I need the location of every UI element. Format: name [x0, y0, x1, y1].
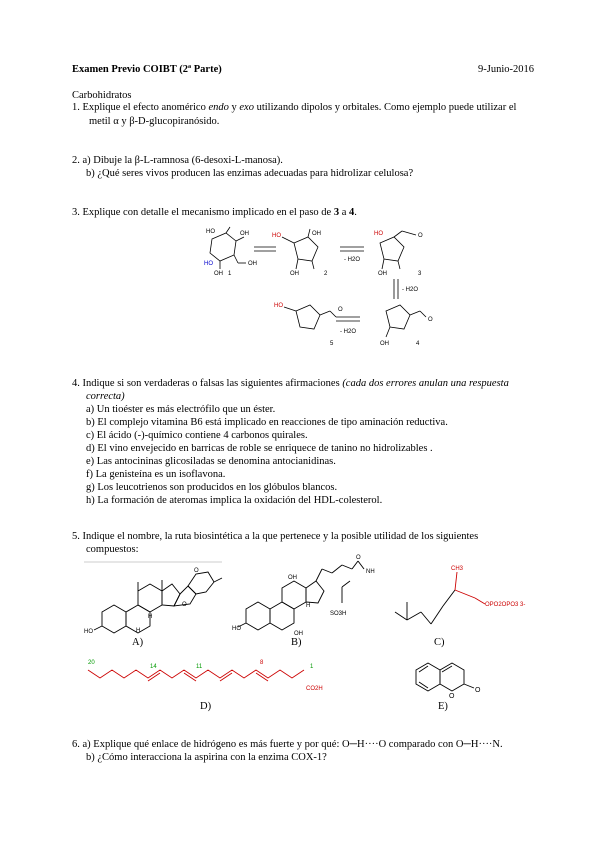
structure-a	[84, 560, 224, 645]
c4-o: O	[428, 317, 433, 323]
question-1-line1	[72, 101, 516, 114]
b-nh: NH	[366, 569, 375, 575]
c3-ho: HO	[374, 231, 383, 237]
q4-intro-text: 4. Indique si son verdaderas o falsas las siguientes afirmaciones	[72, 378, 343, 389]
reaction-scheme	[190, 225, 440, 355]
c2-oh2: OH	[290, 271, 299, 277]
question-6a: 6. a) Explique qué enlace de hidrógeno es más fuerte y por qué: O─H····O comparado con O─H····N.	[72, 739, 503, 750]
a-h2: H	[136, 628, 141, 634]
q3-compound-3: 3	[333, 207, 340, 218]
a-o1: O	[182, 602, 187, 608]
exam-date: 9-Junio-2016	[478, 64, 534, 75]
c3-number: 3	[418, 271, 422, 277]
q4-item-g: g) Los leucotrienos son producidos en los glóbulos blancos.	[86, 482, 338, 493]
q3-text-a: 3. Explique con detalle el mecanismo implicado en el paso de	[72, 207, 334, 218]
b-oh2: OH	[294, 631, 303, 637]
q3-text-b: a	[339, 207, 350, 218]
c4-oh: OH	[380, 341, 389, 347]
q1-text-b: y	[228, 102, 240, 113]
c2-oh: OH	[312, 231, 321, 237]
d-num-8: 8	[260, 660, 264, 666]
c5-number: 5	[330, 341, 334, 347]
q4-item-d: d) El vino envejecido en barricas de roble se enriquece de tanino no hidrolizables .	[86, 443, 433, 454]
label-e: E)	[438, 701, 448, 712]
q4-item-c: c) El ácido (-)-químico contiene 4 carbonos quirales.	[86, 430, 308, 441]
c1-oh2: OH	[214, 271, 223, 277]
structure-c	[385, 562, 545, 637]
question-6b: b) ¿Cómo interacciona la aspirina con la enzima COX-1?	[86, 752, 327, 763]
b-oh1: OH	[288, 575, 297, 581]
a-h1: H	[148, 614, 153, 620]
minus-h2o-2: - H2O	[402, 287, 419, 293]
compound-4-ring	[386, 305, 410, 329]
d-num-14: 14	[150, 664, 157, 670]
q1-text-c: utilizando dipolos y orbitales. Como ejemplo puede utilizar el	[253, 102, 517, 113]
question-2a: 2. a) Dibuje la β-L-ramnosa (6-desoxi-L-manosa).	[72, 155, 283, 166]
structure-d	[88, 658, 328, 698]
label-c: C)	[434, 637, 445, 648]
q1-endo: endo	[208, 102, 229, 113]
c2-number: 2	[324, 271, 328, 277]
c1-oh: OH	[240, 231, 249, 237]
b-ho: HO	[232, 626, 241, 632]
q4-item-h: h) La formación de ateromas implica la oxidación del HDL-colesterol.	[86, 495, 383, 506]
structure-b	[232, 557, 382, 637]
compound-2-ring	[294, 237, 318, 261]
label-a: A)	[132, 637, 144, 648]
compound-3-ring	[380, 237, 404, 261]
c5-o: O	[338, 307, 343, 313]
structure-e	[410, 656, 490, 700]
question-3	[72, 206, 357, 219]
c3-o: O	[418, 233, 423, 239]
question-1-line2: metil α y β-D-glucopiranósido.	[89, 116, 220, 127]
label-b: B)	[291, 637, 302, 648]
c4-number: 4	[416, 341, 420, 347]
e-o2: O	[475, 687, 481, 694]
b-o: O	[356, 555, 361, 561]
b-so3h: SO3H	[330, 611, 347, 617]
d-num-11: 11	[196, 664, 203, 670]
d-co2h: CO2H	[306, 686, 323, 692]
section-title: Carbohidratos	[72, 90, 132, 101]
question-5-line2: compuestos:	[86, 544, 139, 555]
compound-5-ring	[296, 305, 320, 329]
q4-item-b: b) El complejo vitamina B6 está implicado en reacciones de tipo aminación reductiva.	[86, 417, 448, 428]
compound-1-ring	[210, 233, 236, 261]
c-opp: OPO2OPO3 3-	[485, 602, 526, 608]
q4-intro-italic: (cada dos errores anulan una respuesta	[342, 378, 509, 389]
a-ho: HO	[84, 629, 93, 635]
c2-ho: HO	[272, 233, 281, 239]
c-ch3: CH3	[451, 566, 464, 572]
question-5-line1: 5. Indique el nombre, la ruta biosintética a la que pertenece y la posible utilidad de los siguientes	[72, 531, 479, 542]
question-4-intro-2: correcta)	[86, 391, 125, 402]
q3-text-c: .	[354, 207, 357, 218]
q1-text-a: 1. Explique el efecto anomérico	[72, 102, 209, 113]
label-d: D)	[200, 701, 212, 712]
c1-ho: HO	[204, 261, 213, 267]
d-num-1: 1	[310, 664, 314, 670]
exam-title: Examen Previo COIBT (2ª Parte)	[72, 64, 222, 75]
question-4-intro	[72, 377, 509, 390]
c3-oh: OH	[378, 271, 387, 277]
b-h: H	[306, 603, 311, 609]
q4-item-f: f) La genisteína es un isoflavona.	[86, 469, 226, 480]
a-o2: O	[194, 568, 199, 574]
q3-compound-4: 4	[349, 207, 355, 218]
q1-exo: exo	[239, 102, 254, 113]
e-o1: O	[449, 693, 455, 700]
c5-ho: HO	[274, 303, 283, 309]
minus-h2o-1: - H2O	[344, 257, 361, 263]
q4-item-a: a) Un tioéster es más electrófilo que un éster.	[86, 404, 276, 415]
c1-oh3: OH	[248, 261, 257, 267]
c1-oh-label: HO	[206, 229, 215, 235]
question-2b: b) ¿Qué seres vivos producen las enzimas adecuadas para hidrolizar celulosa?	[86, 168, 414, 179]
q4-item-e: e) Las antocininas glicosiladas se denomina antocianidinas.	[86, 456, 336, 467]
c1-number: 1	[228, 271, 232, 277]
d-num-20: 20	[88, 660, 95, 666]
minus-h2o-3: - H2O	[340, 329, 357, 335]
